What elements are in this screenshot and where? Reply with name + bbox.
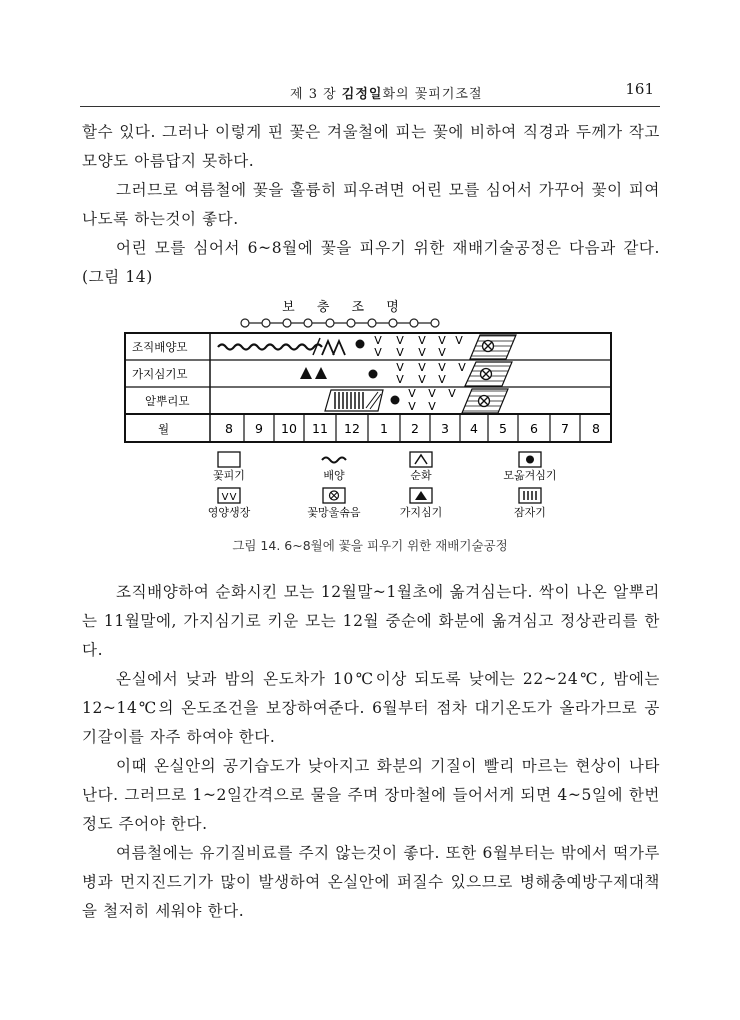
paragraph: 온실에서 낮과 밤의 온도차가 10℃이상 되도록 낮에는 22~24℃, 밤에는 12~14℃의 온도조건을 보장하여준다. 6월부터 점차 대기온도가 올라가므로 공기갈이를 자주 하여야 한다.	[82, 670, 660, 746]
legend-label: 꽃피기	[213, 469, 245, 482]
svg-text:V: V	[396, 334, 404, 347]
transplant-dot	[369, 370, 378, 379]
cutting-triangle	[300, 367, 312, 379]
legend-label: 잠자기	[514, 506, 546, 519]
flowering-blocks	[462, 335, 516, 413]
month-cell: 1	[380, 421, 388, 436]
svg-text:V: V	[408, 400, 416, 413]
svg-text:V: V	[221, 492, 229, 503]
flowering-legend-icon	[218, 452, 240, 467]
dormancy-block	[325, 390, 383, 411]
paragraph: 이때 온실안의 공기습도가 낮아지고 화분의 기질이 빨리 마르는 현상이 나타난다. 그러므로 1~2일간격으로 물을 주며 장마철에 들어서게 되면 4~5일에 한번정도 주어야 한다.	[82, 757, 660, 833]
month-cell: 8	[592, 421, 600, 436]
legend-label: 모옮겨심기	[503, 469, 557, 482]
page-number: 161	[625, 80, 654, 98]
dormancy-legend-icon	[519, 488, 541, 503]
row-label-tissue-culture: 조직배양모	[132, 340, 188, 354]
svg-text:V: V	[374, 334, 382, 347]
row-labels	[132, 340, 189, 436]
cutting-triangle	[315, 367, 327, 379]
paragraph: 조직배양하여 순화시킨 모는 12월말~1월초에 옮겨심는다. 싹이 나온 알뿌리는 11월말에, 가지심기로 키운 모는 12월 중순에 화분에 옮겨심고 정상관리를 한다.	[82, 583, 660, 659]
svg-text:V: V	[396, 373, 404, 386]
month-cell: 3	[441, 421, 449, 436]
svg-text:V: V	[229, 492, 237, 503]
paragraph: 그러므로 여름철에 꽃을 훌륭히 피우려면 어린 모를 심어서 가꾸어 꽃이 피여나도록 하는것이 좋다.	[82, 181, 660, 228]
culture-legend-icon	[322, 458, 346, 463]
supplementary-lighting-label: 보 충 조 명	[282, 300, 408, 315]
vegetative-marks	[374, 334, 466, 413]
row-label-bulb: 알뿌리모	[145, 394, 190, 408]
month-cell: 4	[470, 421, 478, 436]
svg-text:V: V	[438, 334, 446, 347]
transplant-dot	[356, 340, 365, 349]
svg-text:V: V	[438, 373, 446, 386]
svg-text:V: V	[418, 346, 426, 359]
svg-text:V: V	[374, 346, 382, 359]
month-cell: 6	[530, 421, 538, 436]
month-cell: 8	[225, 421, 233, 436]
svg-text:V: V	[455, 334, 463, 347]
lighting-chain	[241, 319, 439, 327]
month-cell: 12	[344, 421, 360, 436]
legend	[208, 452, 557, 519]
svg-text:V: V	[418, 334, 426, 347]
row-bulb-marks	[325, 390, 400, 411]
svg-text:V: V	[418, 373, 426, 386]
month-cells	[225, 421, 600, 436]
month-cell: 7	[561, 421, 569, 436]
legend-label: 배양	[323, 469, 345, 482]
month-cell: 2	[411, 421, 419, 436]
chapter-label: 제 3 장	[290, 87, 337, 102]
paragraph: 어린 모를 심어서 6~8월에 꽃을 피우기 위한 재배기술공정은 다음과 같다.(그림 14)	[82, 239, 660, 286]
legend-label: 영양생장	[207, 506, 251, 519]
transplant-dot	[391, 396, 400, 405]
title-rest: 화의 꽃피기조절	[382, 87, 483, 102]
svg-text:V: V	[428, 387, 436, 400]
svg-text:V: V	[448, 387, 456, 400]
svg-text:V: V	[418, 361, 426, 374]
month-cell: 10	[281, 421, 297, 436]
legend-label: 가지심기	[399, 506, 443, 519]
culture-wave-icon	[218, 345, 322, 350]
figure-caption: 그림 14. 6~8월에 꽃을 피우기 위한 재배기술공정	[232, 538, 508, 553]
row-cutting-marks	[300, 367, 378, 379]
body-paragraphs	[82, 578, 660, 926]
legend-label: 순화	[410, 469, 432, 482]
svg-text:V: V	[438, 361, 446, 374]
svg-text:V: V	[408, 387, 416, 400]
svg-text:V: V	[458, 361, 466, 374]
row-tissue-culture-marks	[218, 338, 365, 355]
legend-label: 꽃망울솎음	[307, 506, 361, 519]
paragraph: 할수 있다. 그러나 이렇게 핀 꽃은 겨울철에 피는 꽃에 비하여 직경과 두께가 작고 모양도 아름답지 못하다.	[82, 123, 660, 170]
row-label-cutting: 가지심기모	[132, 367, 188, 381]
author-name: 김정일	[341, 87, 383, 102]
acclimatization-mark	[322, 341, 345, 355]
month-cell: 11	[312, 421, 328, 436]
svg-text:V: V	[428, 400, 436, 413]
svg-text:V: V	[396, 361, 404, 374]
row-label-month: 월	[158, 422, 170, 436]
month-cell: 5	[499, 421, 507, 436]
svg-text:V: V	[438, 346, 446, 359]
svg-text:V: V	[396, 346, 404, 359]
schedule-table	[125, 333, 611, 442]
month-cell: 9	[255, 421, 263, 436]
paragraph: 여름철에는 유기질비료를 주지 않는것이 좋다. 또한 6월부터는 밖에서 떡가루병과 먼지진드기가 많이 발생하여 온실안에 퍼질수 있으므로 병해충예방구제대책을 철저히 세워야 한다.	[82, 844, 660, 920]
